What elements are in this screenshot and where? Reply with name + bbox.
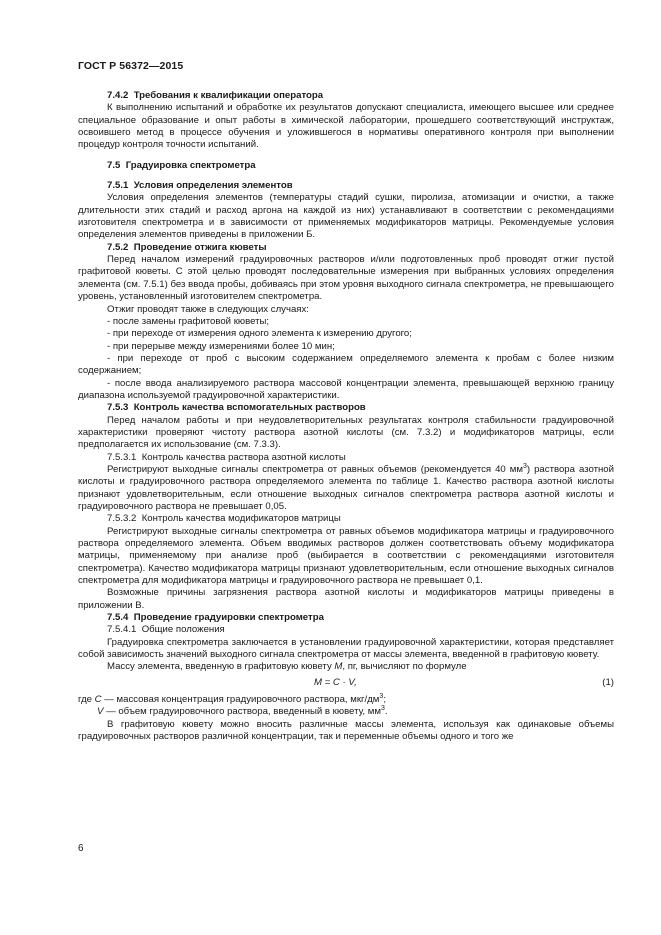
paragraph: Градуировка спектрометра заключается в установлении градуировочной характеристики, которая представляет собой зависимость значений выходного сигнала спектрометра от массы элемента, введенной в графитовую кювету. [78, 636, 614, 661]
where-line [78, 694, 614, 706]
variable: M [334, 661, 343, 673]
section-number: 7.4.2 [107, 90, 129, 101]
paragraph [78, 661, 614, 673]
paragraph: Отжиг проводят также в следующих случаях: [107, 303, 309, 315]
text-run: где [78, 693, 95, 705]
section-number: 7.5.4.1 [107, 624, 137, 636]
formula-number: (1) [602, 676, 614, 688]
paragraph: Регистрируют выходные сигналы спектрометра от равных объемов модификатора матрицы и градуировочного раствора определяемого элемента. Объем вводимых растворов должен соответствовать объему модификатора матрицы, применяемому при анализе проб (выбирается в соответствии с рекомендациями изготовителя спектрометра). Качество модификатора матрицы признают удовлетворительным, если отношение выходных сигналов спектрометра для модификатора матрицы и градуировочного раствора не превышает 0,1. [78, 525, 614, 587]
paragraph: В графитовую кювету можно вносить различные массы элемента, используя как одинаковые объемы градуировочных растворов различной концентрации, так и переменные объемы одного и того же [78, 718, 614, 742]
text-run: ) раствора азотной кислоты и градуировочного раствора определяемого элемента по таблице 1. Качество раствора азотной кислоты признают удовлетворительным, если отношение выходных сигналов спектрометра раствора азотной кислоты и градуировочного раствора не превышает 0,05. [78, 463, 614, 512]
formula [78, 677, 614, 691]
section-number: 7.5.1 [107, 180, 129, 192]
list-item: - при переходе от измерения одного элемента к измерению другого; [107, 328, 412, 340]
paragraph: Перед началом измерений градуировочных растворов и/или подготовленных проб проводят отжиг пустой графитовой кюветы. С этой целью проводят последовательные измерения при выбранных условиях определения элемента (см. 7.5.1) без ввода пробы, добиваясь при этом уровня выходного сигнала спектрометра, не превышающего уровень, установленный изготовителем спектрометра. [78, 254, 614, 303]
page-body [78, 90, 614, 743]
section-title: Контроль качества раствора азотной кислоты [141, 451, 346, 463]
text-run: — массовая концентрация градуировочного раствора, мкг/дм [101, 693, 380, 705]
variable: C [94, 693, 102, 705]
section-heading-7-5-1 [78, 180, 614, 192]
section-number: 7.5.2 [107, 241, 129, 253]
superscript: 3 [380, 705, 385, 713]
text-run: ; [383, 693, 386, 705]
section-title: Градуировка спектрометра [125, 159, 256, 171]
where-line [78, 706, 614, 718]
section-number: 7.5.4 [107, 612, 129, 624]
text-run: . [384, 706, 388, 718]
subsection-heading-7-5-4-1 [78, 624, 614, 636]
list-item: - при перерыве между измерениями более 10 мин; [107, 340, 335, 352]
document-header: ГОСТ Р 56372—2015 [78, 60, 184, 72]
list-item: - после ввода анализируемого раствора массовой концентрации элемента, превышающей верхнюю границу диапазона используемой градуировочной характеристики. [78, 377, 614, 401]
section-title: Условия определения элементов [133, 180, 293, 192]
paragraph: Перед началом работы и при неудовлетворительных результатах контроля стабильности градуировочной характеристики проверяют чистоту раствора азотной кислоты (см. 7.3.2) и модификаторов матрицы, если предполагается их использование (см. 7.3.3). [78, 414, 614, 451]
section-title: Проведение градуировки спектрометра [133, 612, 324, 624]
variable: V [97, 706, 104, 718]
paragraph: К выполнению испытаний и обработке их результатов допускают специалиста, имеющего высшее или среднее специальное образование и опыт работы в химической лаборатории, прошедшего соответствующий инструктаж, освоившего метод в процессе обучения и уложившегося в нормативы оперативного контроля при выполнении процедур контроля точности испытаний. [78, 102, 614, 151]
section-title: Проведение отжига кюветы [133, 241, 267, 253]
section-heading-7-5 [78, 160, 614, 172]
section-heading-7-4-2 [78, 90, 614, 102]
subsection-heading-7-5-3-2 [78, 513, 614, 525]
section-number: 7.5 [107, 159, 121, 171]
superscript: 3 [522, 462, 527, 470]
subsection-heading-7-5-3-1 [78, 452, 614, 464]
paragraph [78, 464, 614, 513]
text-run: Регистрируют выходные сигналы спектрометра от равных объемов (рекомендуется 40 мм [107, 463, 523, 475]
list-item: - после замены графитовой кюветы; [107, 315, 270, 327]
text-run: — объем градуировочного раствора, введенный в кювету, мм [103, 706, 381, 718]
paragraph: Возможные причины загрязнения раствора азотной кислоты и модификаторов матрицы приведены в приложении В. [78, 587, 614, 611]
section-heading-7-5-3 [78, 402, 614, 414]
section-title: Контроль качества модификаторов матрицы [141, 513, 341, 525]
text-run: , пг, вычисляют по формуле [342, 661, 467, 673]
section-heading-7-5-2 [78, 242, 614, 254]
formula-expression: M = C · V, [314, 676, 357, 688]
section-number: 7.5.3 [107, 402, 129, 414]
section-title: Требования к квалификации оператора [133, 90, 324, 101]
section-heading-7-5-4 [78, 612, 614, 624]
superscript: 3 [379, 692, 384, 700]
section-number: 7.5.3.2 [107, 513, 137, 525]
section-number: 7.5.3.1 [107, 451, 137, 463]
section-title: Контроль качества вспомогательных растворов [133, 402, 366, 414]
section-title: Общие положения [141, 624, 225, 636]
list-item: - при переходе от проб с высоким содержанием определяемого элемента к пробам с более низким содержанием; [78, 352, 614, 377]
page-number: 6 [78, 843, 84, 854]
text-run: Массу элемента, введенную в графитовую кювету [107, 661, 335, 673]
paragraph: Условия определения элементов (температуры стадий сушки, пиролиза, атомизации и очистки, а также длительности этих стадий и расход аргона на каждой из них) устанавливают в соответствии с рекомендациями изготовителя спектрометра и в зависимости от применяемых модификаторов матрицы. Рекомендуемые условия определения элементов приведены в приложении Б. [78, 192, 614, 241]
